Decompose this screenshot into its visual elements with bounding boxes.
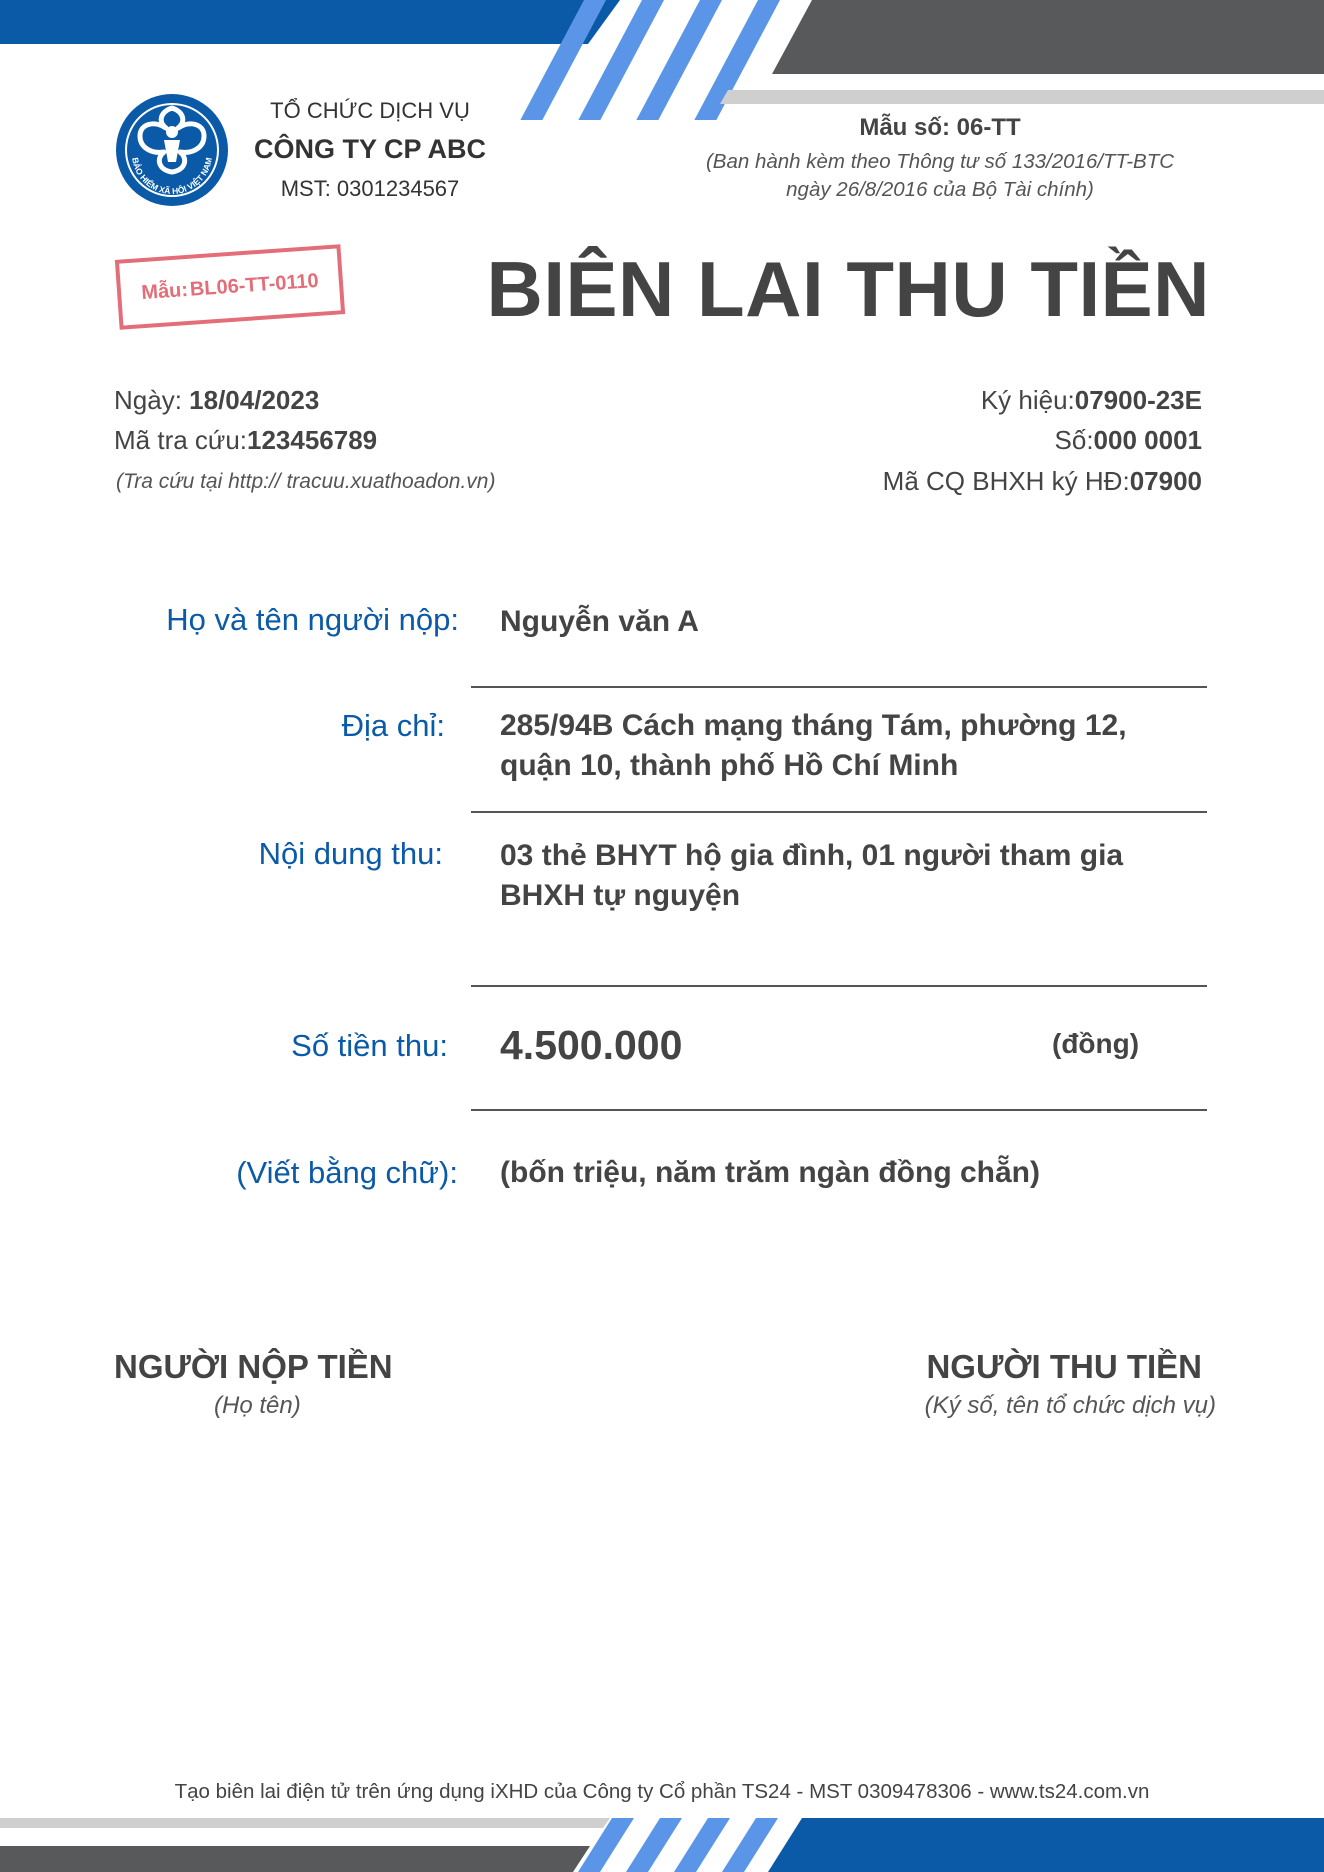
payer-label: Họ và tên người nộp: [166,602,459,637]
address-line2: quận 10, thành phố Hồ Chí Minh [500,749,959,782]
top-blue-band [0,0,620,44]
symbol-row [981,385,1202,416]
form-note-line1: (Ban hành kèm theo Thông tư số 133/2016/TT-BTC [705,150,1175,173]
agency-label: Mã CQ BHXH ký HĐ: [882,466,1130,496]
lookup-value: 123456789 [247,425,378,455]
form-note-line2: ngày 26/8/2016 của Bộ Tài chính) [786,178,1094,201]
stamp-label: Mẫu: [140,278,189,304]
date-label: Ngày: [114,385,182,415]
number-label: Số: [1054,425,1094,455]
symbol-label: Ký hiệu: [980,385,1075,415]
lookup-note: (Tra cứu tại http:// tracuu.xuathoadon.vn) [116,470,496,493]
divider [471,811,1207,813]
payer-value: Nguyễn văn A [500,605,699,638]
address-line1: 285/94B Cách mạng tháng Tám, phường 12, [500,709,1127,742]
footer-decoration [0,1810,1324,1872]
bhxh-logo-icon [114,92,230,208]
divider [471,1109,1207,1111]
collector-signature-note: (Ký số, tên tổ chức dịch vụ) [924,1392,1216,1419]
number-value: 000 0001 [1093,425,1202,455]
logo-text: BẢO HIỂM XÃ HỘI VIỆT NAM [130,156,214,197]
amount-in-words-label: (Viết bằng chữ): [236,1155,458,1190]
form-number: Mẫu số: 06-TT [859,114,1021,141]
stamp-code: BL06-TT-0110 [189,269,320,301]
amount-in-words-value: (bốn triệu, năm trăm ngàn đồng chẵn) [500,1156,1040,1189]
address-label: Địa chỉ: [341,708,445,743]
number-row [1055,425,1202,456]
top-gray-band [772,0,1324,74]
symbol-value: 07900-23E [1074,385,1202,415]
template-stamp [115,244,345,330]
collector-signature-title: NGƯỜI THU TIỀN [926,1348,1202,1385]
payer-signature-note: (Họ tên) [214,1392,301,1419]
agency-row [883,466,1202,497]
date-value: 18/04/2023 [189,385,320,415]
bottom-light-gray-band [0,1818,610,1828]
amount-value: 4.500.000 [500,1022,683,1068]
content-line1: 03 thẻ BHYT hộ gia đình, 01 người tham gia [500,839,1124,872]
payer-signature-title: NGƯỜI NỘP TIỀN [114,1348,393,1385]
org-tax-code: MST: 0301234567 [280,176,460,201]
amount-unit: (đồng) [1052,1028,1140,1059]
bottom-gray-band [0,1846,590,1872]
content-label: Nội dung thu: [258,836,443,871]
divider [471,985,1207,987]
org-label: TỔ CHỨC DỊCH VỤ [270,98,470,123]
divider [471,686,1207,688]
bottom-blue-band [768,1818,1324,1872]
lookup-row [114,425,377,456]
lookup-label: Mã tra cứu: [114,425,247,455]
date-row [114,385,319,416]
amount-label: Số tiền thu: [291,1028,448,1063]
agency-value: 07900 [1129,466,1202,496]
bottom-stripe-4 [722,1818,778,1872]
top-light-gray-band [720,90,1324,104]
bottom-stripe-2 [626,1818,682,1872]
document-title: BIÊN LAI THU TIỀN [486,245,1210,333]
bottom-stripe-3 [674,1818,730,1872]
footer-text: Tạo biên lai điện tử trên ứng dụng iXHD của Công ty Cổ phần TS24 - MST 0309478306 - www.ts24.com.vn [174,1780,1150,1803]
content-line2: BHXH tự nguyện [500,879,741,912]
org-name: CÔNG TY CP ABC [253,134,487,164]
